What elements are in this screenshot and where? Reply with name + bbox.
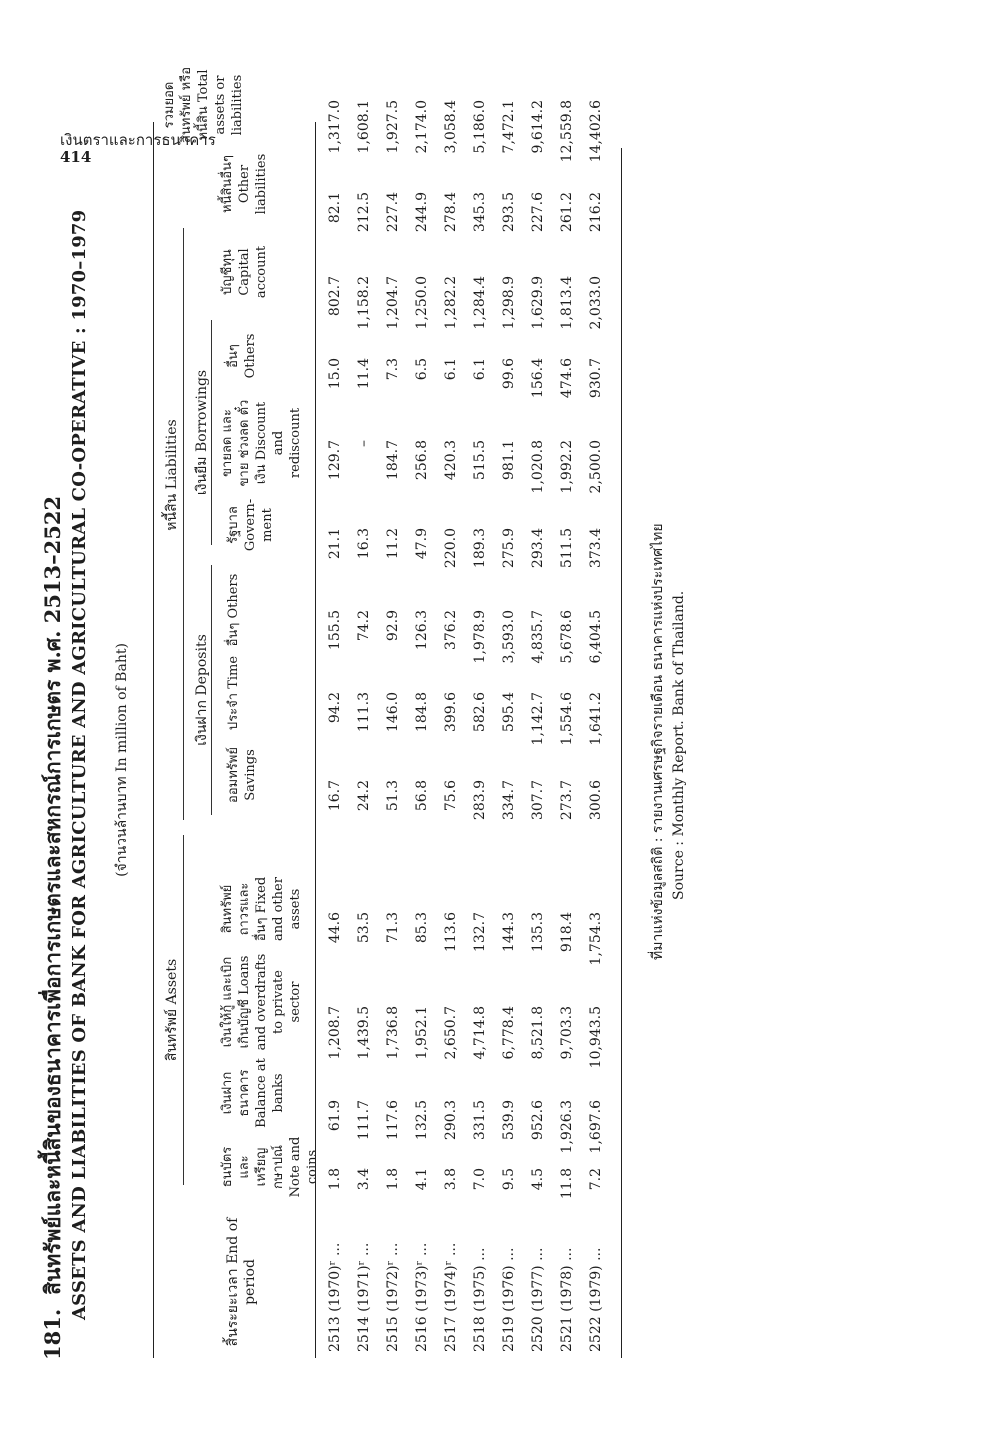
value-cell: 1,142.7 (530, 692, 546, 746)
group-deposits-rule (211, 565, 212, 815)
value-cell: 3,593.0 (501, 610, 517, 664)
group-deposits: เงินฝาก Deposits (194, 634, 210, 746)
value-cell: 307.7 (530, 780, 546, 821)
rotated-table-page (25, 66, 765, 1400)
value-cell: 212.5 (356, 192, 372, 233)
title-th-text: สินทรัพย์และหนี้สินของธนาคารเพื่อการเกษตรและสหกรณ์การเกษตร พ.ศ. 2513–2522 (40, 495, 65, 1295)
value-cell: 1,697.6 (588, 1100, 604, 1154)
col-capital: บัญชีทุน Capital account (220, 245, 269, 299)
value-cell: 2,650.7 (443, 1006, 459, 1060)
col-other-liab: หนี้สินอื่นๆ Other liabilities (220, 153, 269, 215)
value-cell: – (356, 440, 372, 447)
value-cell: 1.8 (385, 1168, 401, 1191)
value-cell: 11.4 (356, 358, 372, 390)
table-number: 181. (40, 1308, 65, 1360)
value-cell: 75.6 (443, 780, 459, 812)
value-cell: 113.6 (443, 912, 459, 953)
value-cell: 1,439.5 (356, 1006, 372, 1060)
period-cell: 2514 (1971)ʳ ... (356, 1242, 372, 1352)
value-cell: 184.8 (414, 692, 430, 733)
table-title-th (37, 160, 70, 1360)
value-cell: 1,926.3 (559, 1100, 575, 1154)
section-title: เงินตราและการธนาคาร (60, 131, 216, 149)
value-cell: 331.5 (472, 1100, 488, 1141)
value-cell: 1,250.0 (414, 276, 430, 330)
col-balance-banks: เงินฝาก ธนาคาร Balance at banks (220, 1058, 286, 1128)
value-cell: 61.9 (327, 1100, 343, 1132)
period-cell: 2520 (1977) ... (530, 1247, 546, 1352)
value-cell: 1,641.2 (588, 692, 604, 746)
table-row (356, 100, 382, 1358)
value-cell: 132.7 (472, 912, 488, 953)
value-cell: 1,608.1 (356, 100, 372, 154)
col-savings: ออมทรัพย์ Savings (226, 747, 258, 803)
value-cell: 53.5 (356, 912, 372, 944)
value-cell: 44.6 (327, 912, 343, 944)
value-cell: 9,703.3 (559, 1006, 575, 1060)
value-cell: 144.3 (501, 912, 517, 953)
value-cell: 4,835.7 (530, 610, 546, 664)
value-cell: 216.2 (588, 192, 604, 233)
value-cell: 981.1 (501, 440, 517, 481)
col-dep-others: อื่นๆ Others (226, 573, 241, 647)
table-title-en: ASSETS AND LIABILITIES OF BANK FOR AGRICULTURE AND AGRICULTURAL CO-OPERATIVE : 1970–1979 (69, 209, 90, 1320)
table-top-rule (153, 122, 154, 1358)
value-cell: 2,174.0 (414, 100, 430, 154)
value-cell: 5,678.6 (559, 610, 575, 664)
value-cell: 1,204.7 (385, 276, 401, 330)
value-cell: 126.3 (414, 610, 430, 651)
value-cell: 155.5 (327, 610, 343, 651)
value-cell: 184.7 (385, 440, 401, 481)
period-cell: 2515 (1972)ʳ ... (385, 1242, 401, 1352)
period-cell: 2522 (1979) ... (588, 1247, 604, 1352)
value-cell: 9,614.2 (530, 100, 546, 154)
value-cell: 129.7 (327, 440, 343, 481)
table-row (327, 100, 353, 1358)
value-cell: 256.8 (414, 440, 430, 481)
value-cell: 420.3 (443, 440, 459, 481)
value-cell: 3.8 (443, 1168, 459, 1191)
value-cell: 1,158.2 (356, 276, 372, 330)
value-cell: 3.4 (356, 1168, 372, 1191)
value-cell: 227.4 (385, 192, 401, 233)
value-cell: 1,927.5 (385, 100, 401, 154)
value-cell: 7.0 (472, 1168, 488, 1191)
col-loans: เงินให้กู้ และเบิก เกินบัญชี Loans and overdrafts to private sector (220, 953, 303, 1051)
value-cell: 1,813.4 (559, 276, 575, 330)
value-cell: 10,943.5 (588, 1006, 604, 1069)
value-cell: 1,992.2 (559, 440, 575, 494)
value-cell: 6.1 (443, 358, 459, 381)
value-cell: 51.3 (385, 780, 401, 812)
table-row (530, 100, 556, 1358)
group-borrowings-rule (211, 320, 212, 545)
value-cell: 135.3 (530, 912, 546, 953)
value-cell: 1,282.2 (443, 276, 459, 330)
col-fixed-assets: สินทรัพย์ ถาวรและ อื่นๆ Fixed and other assets (220, 876, 303, 942)
col-bor-others: อื่นๆ Others (226, 333, 258, 379)
value-cell: 111.7 (356, 1100, 372, 1141)
value-cell: 6,404.5 (588, 610, 604, 664)
value-cell: 9.5 (501, 1168, 517, 1191)
value-cell: 6,778.4 (501, 1006, 517, 1060)
value-cell: 802.7 (327, 276, 343, 317)
value-cell: 6.1 (472, 358, 488, 381)
source-note-th: ที่มาแห่งข้อมูลสถิติ : รายงานเศรษฐกิจรายเดือน ธนาคารแห่งประเทศไทย (650, 523, 666, 960)
value-cell: 4.1 (414, 1168, 430, 1191)
table-unit: (จำนวนล้านบาท In million of Baht) (114, 643, 130, 877)
value-cell: 16.3 (356, 528, 372, 560)
header-bottom-rule (315, 122, 316, 1358)
value-cell: 1.8 (327, 1168, 343, 1191)
group-liabilities-rule (183, 228, 184, 820)
value-cell: 47.9 (414, 528, 430, 560)
col-government: รัฐบาล Govern- ment (226, 498, 275, 552)
value-cell: 474.6 (559, 358, 575, 399)
value-cell: 15.0 (327, 358, 343, 390)
value-cell: 94.2 (327, 692, 343, 724)
value-cell: 290.3 (443, 1100, 459, 1141)
value-cell: 117.6 (385, 1100, 401, 1141)
value-cell: 1,952.1 (414, 1006, 430, 1060)
value-cell: 14,402.6 (588, 100, 604, 163)
value-cell: 275.9 (501, 528, 517, 569)
value-cell: 92.9 (385, 610, 401, 642)
value-cell: 930.7 (588, 358, 604, 399)
value-cell: 511.5 (559, 528, 575, 569)
period-cell: 2521 (1978) ... (559, 1247, 575, 1352)
source-note-en: Source : Monthly Report. Bank of Thailand. (671, 590, 687, 900)
table-row (588, 100, 614, 1358)
value-cell: 1,736.8 (385, 1006, 401, 1060)
value-cell: 1,554.6 (559, 692, 575, 746)
value-cell: 7.3 (385, 358, 401, 381)
value-cell: 74.2 (356, 610, 372, 642)
page-number: 414 (60, 148, 92, 166)
value-cell: 376.2 (443, 610, 459, 651)
value-cell: 220.0 (443, 528, 459, 569)
period-cell: 2516 (1973)ʳ ... (414, 1242, 430, 1352)
value-cell: 24.2 (356, 780, 372, 812)
value-cell: 1,317.0 (327, 100, 343, 154)
value-cell: 293.5 (501, 192, 517, 233)
value-cell: 952.6 (530, 1100, 546, 1141)
value-cell: 146.0 (385, 692, 401, 733)
value-cell: 1,298.9 (501, 276, 517, 330)
value-cell: 244.9 (414, 192, 430, 233)
value-cell: 582.6 (472, 692, 488, 733)
table-row (472, 100, 498, 1358)
value-cell: 2,500.0 (588, 440, 604, 494)
table-row (414, 100, 440, 1358)
value-cell: 21.1 (327, 528, 343, 560)
value-cell: 918.4 (559, 912, 575, 953)
col-time: ประจำ Time (226, 655, 241, 731)
value-cell: 1,978.9 (472, 610, 488, 664)
value-cell: 300.6 (588, 780, 604, 821)
value-cell: 4,714.8 (472, 1006, 488, 1060)
value-cell: 273.7 (559, 780, 575, 821)
period-cell: 2517 (1974)ʳ ... (443, 1242, 459, 1352)
group-assets: สินทรัพย์ Assets (164, 958, 180, 1062)
value-cell: 1,284.4 (472, 276, 488, 330)
period-cell: 2518 (1975) ... (472, 1247, 488, 1352)
group-assets-rule (183, 835, 184, 1185)
value-cell: 399.6 (443, 692, 459, 733)
value-cell: 111.3 (356, 692, 372, 733)
value-cell: 1,629.9 (530, 276, 546, 330)
value-cell: 11.8 (559, 1168, 575, 1200)
table-row (559, 100, 585, 1358)
value-cell: 515.5 (472, 440, 488, 481)
value-cell: 85.3 (414, 912, 430, 944)
value-cell: 11.2 (385, 528, 401, 560)
value-cell: 4.5 (530, 1168, 546, 1191)
period-cell: 2513 (1970)ʳ ... (327, 1242, 343, 1352)
value-cell: 1,020.8 (530, 440, 546, 494)
value-cell: 6.5 (414, 358, 430, 381)
period-cell: 2519 (1976) ... (501, 1247, 517, 1352)
value-cell: 1,754.3 (588, 912, 604, 966)
value-cell: 373.4 (588, 528, 604, 569)
value-cell: 8,521.8 (530, 1006, 546, 1060)
group-borrowings: เงินยืม Borrowings (194, 369, 210, 496)
value-cell: 345.3 (472, 192, 488, 233)
col-total: รวมยอด สินทรัพย์ หรือ หนี้สิน Total assets or liabilities (162, 66, 245, 144)
col-discount: ขายลด และขาย ช่วงลด ตั๋วเงิน Discount and rediscount (220, 399, 303, 487)
value-cell: 3,058.4 (443, 100, 459, 154)
value-cell: 5,186.0 (472, 100, 488, 154)
col-period: สิ้นระยะเวลา End of period (225, 1217, 258, 1347)
value-cell: 156.4 (530, 358, 546, 399)
value-cell: 132.5 (414, 1100, 430, 1141)
value-cell: 56.8 (414, 780, 430, 812)
col-note-coins: ธนบัตร และ เหรียญ กษาปณ์ Note and coins (220, 1136, 320, 1198)
group-liabilities: หนี้สิน Liabilities (164, 419, 180, 531)
value-cell: 1,208.7 (327, 1006, 343, 1060)
value-cell: 7.2 (588, 1168, 604, 1191)
value-cell: 283.9 (472, 780, 488, 821)
table-row (443, 100, 469, 1358)
value-cell: 99.6 (501, 358, 517, 390)
value-cell: 71.3 (385, 912, 401, 944)
value-cell: 261.2 (559, 192, 575, 233)
value-cell: 189.3 (472, 528, 488, 569)
value-cell: 595.4 (501, 692, 517, 733)
value-cell: 82.1 (327, 192, 343, 224)
value-cell: 7,472.1 (501, 100, 517, 154)
value-cell: 227.6 (530, 192, 546, 233)
value-cell: 278.4 (443, 192, 459, 233)
table-row (501, 100, 527, 1358)
value-cell: 293.4 (530, 528, 546, 569)
value-cell: 2,033.0 (588, 276, 604, 330)
value-cell: 12,559.8 (559, 100, 575, 163)
table-bottom-rule (621, 148, 622, 1358)
table-row (385, 100, 411, 1358)
value-cell: 539.9 (501, 1100, 517, 1141)
value-cell: 16.7 (327, 780, 343, 812)
value-cell: 334.7 (501, 780, 517, 821)
